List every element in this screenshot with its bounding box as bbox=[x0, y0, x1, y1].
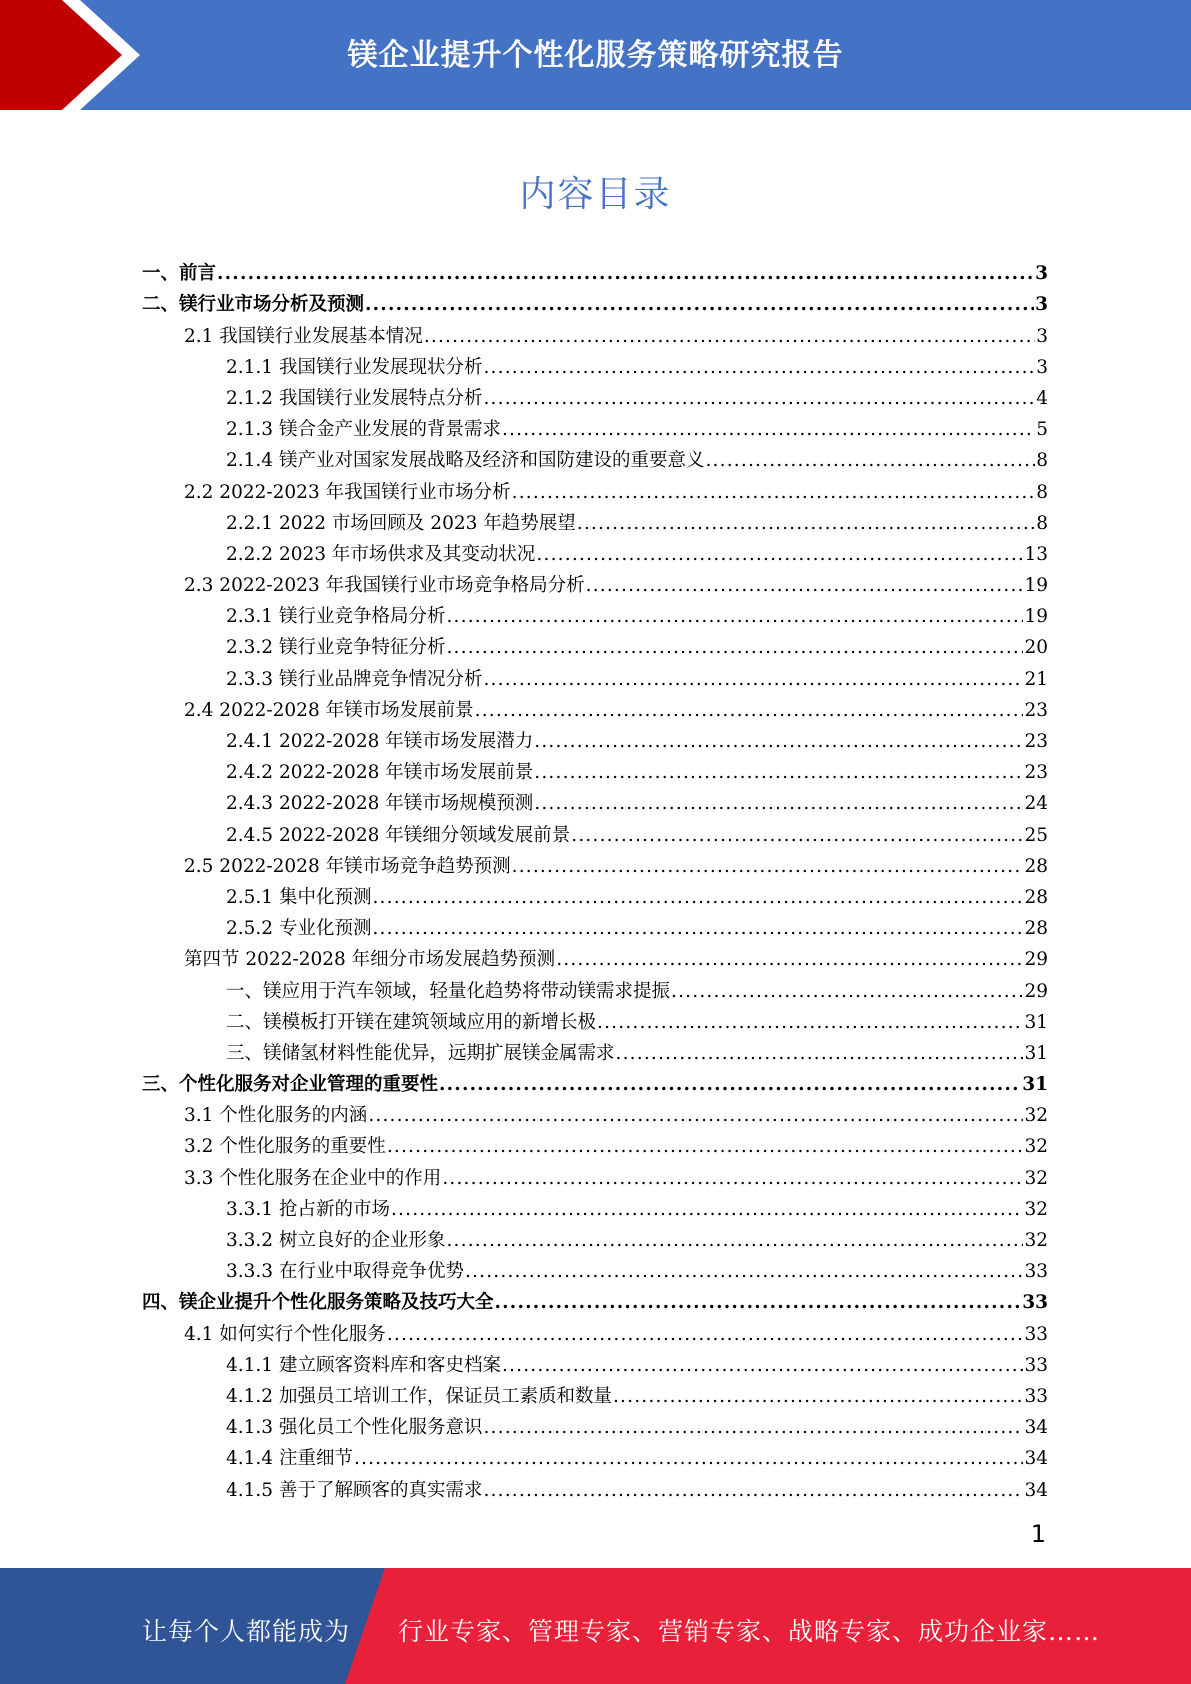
toc-dot-leader bbox=[372, 887, 1023, 909]
toc-entry[interactable] bbox=[142, 1283, 1048, 1314]
toc-dot-leader bbox=[586, 575, 1024, 597]
toc-entry-label: 2.4.2 2022-2028 年镁市场发展前景 bbox=[226, 762, 534, 784]
page-number: 1 bbox=[1030, 1520, 1046, 1548]
toc-entry-page: 31 bbox=[1024, 1042, 1048, 1064]
toc-dot-leader bbox=[483, 357, 1035, 379]
toc-entry[interactable] bbox=[142, 597, 1048, 628]
toc-dot-leader bbox=[446, 1230, 1023, 1252]
footer-band bbox=[0, 1568, 1191, 1684]
toc-entry-label: 2.2 2022-2023 年我国镁行业市场分析 bbox=[184, 481, 511, 503]
toc-entry[interactable] bbox=[142, 909, 1048, 940]
toc-entry[interactable] bbox=[142, 379, 1048, 410]
toc-entry-page: 8 bbox=[1036, 512, 1048, 534]
toc-entry-page: 3 bbox=[1036, 356, 1048, 378]
toc-dot-leader bbox=[424, 326, 1035, 348]
toc-entry-page: 4 bbox=[1036, 387, 1048, 409]
header-band bbox=[0, 0, 1191, 110]
toc-dot-leader bbox=[512, 856, 1024, 878]
toc-dot-leader bbox=[613, 1386, 1023, 1408]
toc-entry[interactable] bbox=[142, 1096, 1048, 1127]
toc-entry[interactable] bbox=[142, 1408, 1048, 1439]
toc-dot-leader bbox=[465, 1261, 1023, 1283]
toc-entry-page: 32 bbox=[1024, 1105, 1048, 1127]
toc-dot-leader bbox=[483, 1480, 1023, 1502]
toc-entry-page: 8 bbox=[1036, 450, 1048, 472]
toc-entry-label: 2.4.3 2022-2028 年镁市场规模预测 bbox=[226, 793, 534, 815]
toc-entry-label: 第四节 2022-2028 年细分市场发展趋势预测 bbox=[184, 949, 556, 971]
toc-dot-leader bbox=[446, 637, 1023, 659]
report-title: 镁企业提升个性化服务策略研究报告 bbox=[347, 38, 844, 73]
toc-entry-page: 33 bbox=[1024, 1261, 1048, 1283]
toc-entry[interactable] bbox=[142, 535, 1048, 566]
toc-entry-label: 4.1.4 注重细节 bbox=[226, 1448, 353, 1470]
toc-entry[interactable] bbox=[142, 1158, 1048, 1189]
toc-entry[interactable] bbox=[142, 1377, 1048, 1408]
toc-entry[interactable] bbox=[142, 1252, 1048, 1283]
toc-dot-leader bbox=[483, 1417, 1023, 1439]
toc-entry-page: 3 bbox=[1035, 263, 1048, 285]
toc-entry-label: 2.1.2 我国镁行业发展特点分析 bbox=[226, 387, 483, 409]
toc-entry-label: 4.1 如何实行个性化服务 bbox=[184, 1323, 386, 1345]
toc-entry[interactable] bbox=[142, 1003, 1048, 1034]
toc-entry-page: 34 bbox=[1024, 1448, 1048, 1470]
toc-dot-leader bbox=[705, 450, 1035, 472]
toc-entry-page: 32 bbox=[1024, 1198, 1048, 1220]
toc-entry-page: 5 bbox=[1036, 419, 1048, 441]
toc-entry[interactable] bbox=[142, 1065, 1048, 1096]
toc-entry[interactable] bbox=[142, 628, 1048, 659]
toc-entry[interactable] bbox=[142, 1127, 1048, 1158]
toc-entry-page: 20 bbox=[1024, 637, 1048, 659]
toc-dot-leader bbox=[671, 981, 1023, 1003]
toc-entry-label: 3.3 个性化服务在企业中的作用 bbox=[184, 1167, 442, 1189]
toc-dot-leader bbox=[536, 544, 1023, 566]
toc-dot-leader bbox=[534, 793, 1023, 815]
toc-entry[interactable] bbox=[142, 815, 1048, 846]
toc-entry-label: 2.4 2022-2028 年镁市场发展前景 bbox=[184, 699, 474, 721]
toc-entry[interactable] bbox=[142, 722, 1048, 753]
toc-entry-label: 4.1.2 加强员工培训工作，保证员工素质和数量 bbox=[226, 1385, 612, 1407]
toc-entry[interactable] bbox=[142, 753, 1048, 784]
toc-entry[interactable] bbox=[142, 410, 1048, 441]
toc-dot-leader bbox=[442, 1168, 1023, 1190]
toc-entry[interactable] bbox=[142, 254, 1048, 285]
toc-entry-page: 34 bbox=[1024, 1417, 1048, 1439]
toc-dot-leader bbox=[495, 1292, 1022, 1314]
toc-entry-label: 三、个性化服务对企业管理的重要性 bbox=[142, 1074, 439, 1096]
toc-dot-leader bbox=[534, 762, 1023, 784]
toc-entry[interactable] bbox=[142, 659, 1048, 690]
toc-entry[interactable] bbox=[142, 940, 1048, 971]
toc-entry[interactable] bbox=[142, 784, 1048, 815]
toc-entry-page: 13 bbox=[1024, 543, 1048, 565]
toc-dot-leader bbox=[365, 294, 1034, 316]
toc-entry[interactable] bbox=[142, 566, 1048, 597]
toc-entry-label: 2.1.4 镁产业对国家发展战略及经济和国防建设的重要意义 bbox=[226, 450, 705, 472]
toc-entry-label: 4.1.5 善于了解顾客的真实需求 bbox=[226, 1479, 483, 1501]
toc-dot-leader bbox=[502, 1355, 1023, 1377]
toc-dot-leader bbox=[502, 419, 1035, 441]
toc-entry-page: 19 bbox=[1024, 606, 1048, 628]
toc-entry[interactable] bbox=[142, 316, 1048, 347]
toc-entry-page: 28 bbox=[1024, 855, 1048, 877]
toc-entry-page: 23 bbox=[1024, 699, 1048, 721]
toc-dot-leader bbox=[571, 825, 1023, 847]
toc-entry[interactable] bbox=[142, 1439, 1048, 1470]
toc-entry-page: 31 bbox=[1022, 1074, 1048, 1096]
toc-entry-label: 3.3.1 抢占新的市场 bbox=[226, 1198, 390, 1220]
toc-entry[interactable] bbox=[142, 847, 1048, 878]
toc-dot-leader bbox=[577, 513, 1035, 535]
toc-entry-page: 23 bbox=[1024, 731, 1048, 752]
toc-entry-label: 3.1 个性化服务的内涵 bbox=[184, 1105, 368, 1127]
toc-entry-label: 2.3 2022-2023 年我国镁行业市场竞争格局分析 bbox=[184, 575, 585, 597]
toc-dot-leader bbox=[483, 388, 1035, 410]
footer-slogan-right: 行业专家、管理专家、营销专家、战略专家、成功企业家…… bbox=[398, 1617, 1101, 1646]
toc-entry-label: 一、镁应用于汽车领域，轻量化趋势将带动镁需求提振 bbox=[226, 980, 671, 1002]
table-of-contents bbox=[142, 254, 1048, 1502]
toc-entry[interactable] bbox=[142, 971, 1048, 1002]
toc-entry-page: 34 bbox=[1024, 1479, 1048, 1501]
toc-heading: 内容目录 bbox=[519, 174, 672, 215]
toc-entry-label: 3.2 个性化服务的重要性 bbox=[184, 1136, 386, 1158]
toc-dot-leader bbox=[217, 263, 1034, 285]
toc-dot-leader bbox=[387, 1136, 1024, 1158]
toc-entry-label: 3.3.3 在行业中取得竞争优势 bbox=[226, 1261, 464, 1283]
toc-entry-label: 2.1.3 镁合金产业发展的背景需求 bbox=[226, 419, 501, 441]
toc-dot-leader bbox=[387, 1324, 1024, 1346]
toc-entry[interactable] bbox=[142, 1190, 1048, 1221]
toc-entry[interactable] bbox=[142, 1314, 1048, 1345]
toc-entry-page: 33 bbox=[1024, 1385, 1048, 1407]
toc-entry[interactable] bbox=[142, 1470, 1048, 1501]
toc-entry[interactable] bbox=[142, 504, 1048, 535]
toc-dot-leader bbox=[368, 1105, 1023, 1127]
toc-dot-leader bbox=[446, 606, 1023, 628]
toc-entry-page: 32 bbox=[1024, 1136, 1048, 1158]
toc-entry[interactable] bbox=[142, 1221, 1048, 1252]
toc-entry-label: 2.4.1 2022-2028 年镁市场发展潜力 bbox=[226, 731, 534, 752]
toc-entry[interactable] bbox=[142, 1346, 1048, 1377]
toc-dot-leader bbox=[534, 731, 1023, 753]
toc-entry[interactable] bbox=[142, 348, 1048, 379]
toc-dot-leader bbox=[616, 1043, 1024, 1065]
toc-dot-leader bbox=[483, 669, 1023, 691]
toc-entry-label: 2.5.1 集中化预测 bbox=[226, 886, 372, 908]
toc-entry-page: 3 bbox=[1036, 325, 1048, 347]
toc-entry-page: 8 bbox=[1036, 481, 1048, 503]
toc-entry-label: 二、镁行业市场分析及预测 bbox=[142, 294, 365, 316]
toc-dot-leader bbox=[597, 1012, 1023, 1034]
toc-entry-page: 3 bbox=[1035, 294, 1048, 316]
toc-entry-label: 2.2.2 2023 年市场供求及其变动状况 bbox=[226, 543, 536, 565]
toc-entry-label: 2.3.2 镁行业竞争特征分析 bbox=[226, 637, 446, 659]
toc-entry-page: 33 bbox=[1024, 1354, 1048, 1376]
toc-entry-label: 2.1.1 我国镁行业发展现状分析 bbox=[226, 356, 483, 378]
toc-entry-label: 2.5.2 专业化预测 bbox=[226, 918, 372, 940]
toc-entry-label: 2.5 2022-2028 年镁市场竞争趋势预测 bbox=[184, 855, 511, 877]
toc-entry-page: 29 bbox=[1024, 949, 1048, 971]
toc-entry-label: 2.4.5 2022-2028 年镁细分领域发展前景 bbox=[226, 824, 571, 846]
toc-entry-page: 21 bbox=[1024, 668, 1048, 690]
toc-entry[interactable] bbox=[142, 441, 1048, 472]
toc-entry[interactable] bbox=[142, 472, 1048, 503]
toc-entry-page: 31 bbox=[1024, 1011, 1048, 1033]
toc-entry-label: 4.1.3 强化员工个性化服务意识 bbox=[226, 1417, 483, 1439]
toc-entry-page: 29 bbox=[1024, 980, 1048, 1002]
toc-entry-label: 4.1.1 建立顾客资料库和客史档案 bbox=[226, 1354, 501, 1376]
toc-entry-page: 28 bbox=[1024, 918, 1048, 940]
toc-dot-leader bbox=[354, 1448, 1024, 1470]
toc-entry-label: 三、镁储氢材料性能优异，远期扩展镁金属需求 bbox=[226, 1042, 615, 1064]
toc-entry[interactable] bbox=[142, 1034, 1048, 1065]
toc-entry-label: 一、前言 bbox=[142, 263, 217, 285]
toc-entry-page: 19 bbox=[1024, 575, 1048, 597]
toc-dot-leader bbox=[372, 918, 1023, 940]
toc-dot-leader bbox=[556, 949, 1023, 971]
toc-entry[interactable] bbox=[142, 691, 1048, 722]
toc-entry-label: 四、镁企业提升个性化服务策略及技巧大全 bbox=[142, 1292, 494, 1314]
toc-entry-page: 33 bbox=[1022, 1292, 1048, 1314]
toc-entry-label: 2.2.1 2022 市场回顾及 2023 年趋势展望 bbox=[226, 512, 576, 534]
toc-entry-label: 2.3.3 镁行业品牌竞争情况分析 bbox=[226, 668, 483, 690]
toc-entry-label: 3.3.2 树立良好的企业形象 bbox=[226, 1230, 446, 1251]
toc-entry-page: 24 bbox=[1024, 793, 1048, 815]
toc-entry-page: 32 bbox=[1024, 1167, 1048, 1189]
toc-dot-leader bbox=[391, 1199, 1023, 1221]
toc-entry-label: 2.1 我国镁行业发展基本情况 bbox=[184, 325, 423, 347]
footer-slogan-left: 让每个人都能成为 bbox=[142, 1617, 351, 1646]
toc-entry-page: 23 bbox=[1024, 762, 1048, 784]
toc-entry-label: 二、镁模板打开镁在建筑领域应用的新增长极 bbox=[226, 1011, 597, 1033]
toc-entry-label: 2.3.1 镁行业竞争格局分析 bbox=[226, 606, 446, 628]
toc-dot-leader bbox=[475, 700, 1024, 722]
toc-entry[interactable] bbox=[142, 878, 1048, 909]
toc-entry-page: 28 bbox=[1024, 886, 1048, 908]
toc-entry-page: 25 bbox=[1024, 824, 1048, 846]
toc-entry-page: 33 bbox=[1024, 1323, 1048, 1345]
toc-entry[interactable] bbox=[142, 285, 1048, 316]
toc-dot-leader bbox=[439, 1074, 1021, 1096]
toc-dot-leader bbox=[512, 482, 1036, 504]
toc-entry-page: 32 bbox=[1024, 1230, 1048, 1251]
